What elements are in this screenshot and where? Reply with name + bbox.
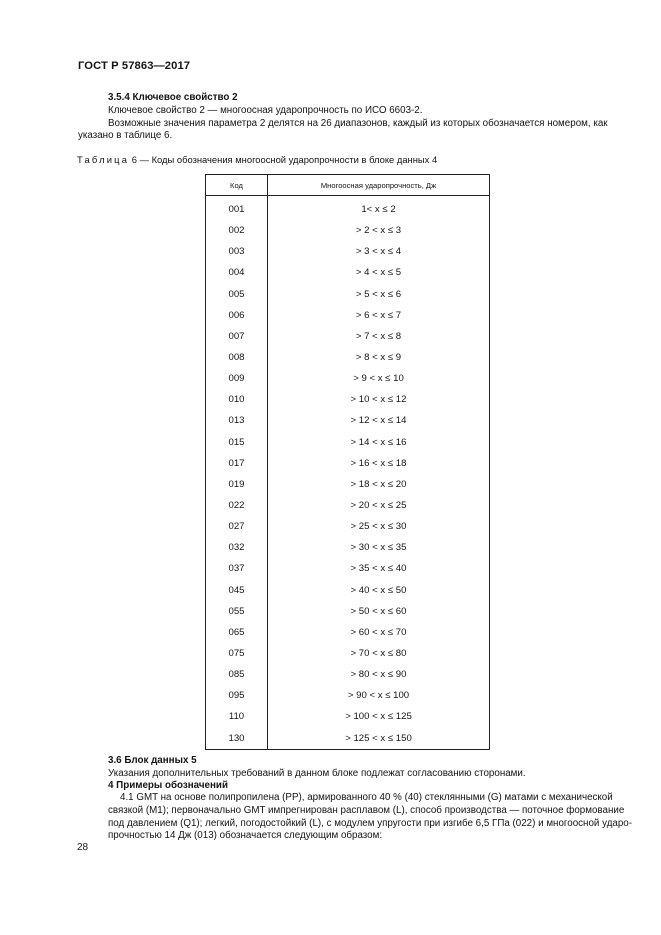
code-cell: 110 xyxy=(206,706,268,727)
table-caption-prefix: Таблица xyxy=(77,154,130,165)
table-row xyxy=(206,728,490,750)
code-cell: 009 xyxy=(206,368,268,389)
range-cell: > 4 < x ≤ 5 xyxy=(268,262,490,283)
table-row xyxy=(206,601,490,622)
range-cell: > 80 < x ≤ 90 xyxy=(268,664,490,685)
table-row xyxy=(206,664,490,685)
section-4-line3: под давлением (Q1); легкий, погодостойкий (L), с модулем упругости при изгибе 6,5 ГПа (022) и многоосной ударо- xyxy=(108,818,633,829)
range-cell: > 3 < x ≤ 4 xyxy=(268,241,490,262)
range-cell: > 125 < x ≤ 150 xyxy=(268,728,490,750)
column-header-range: Многоосная ударопрочность, Дж xyxy=(268,175,490,196)
range-cell: > 5 < x ≤ 6 xyxy=(268,284,490,305)
table-row xyxy=(206,220,490,241)
range-cell: > 60 < x ≤ 70 xyxy=(268,622,490,643)
table-row xyxy=(206,432,490,453)
range-cell: > 2 < x ≤ 3 xyxy=(268,220,490,241)
code-cell: 055 xyxy=(206,601,268,622)
code-cell: 002 xyxy=(206,220,268,241)
table-row xyxy=(206,558,490,579)
table-row xyxy=(206,453,490,474)
code-cell: 130 xyxy=(206,728,268,750)
impact-codes-table xyxy=(205,174,490,750)
code-cell: 017 xyxy=(206,453,268,474)
code-cell: 085 xyxy=(206,664,268,685)
table-row xyxy=(206,706,490,727)
section-4-line4: прочностью 14 Дж (013) обозначается следующим образом: xyxy=(108,830,383,841)
range-cell: > 100 < x ≤ 125 xyxy=(268,706,490,727)
range-cell: > 10 < x ≤ 12 xyxy=(268,389,490,410)
table-row xyxy=(206,474,490,495)
range-cell: > 40 < x ≤ 50 xyxy=(268,580,490,601)
table-row xyxy=(206,196,490,221)
section-4-line1: 4.1 GMT на основе полипропилена (PP), армированного 40 % (40) стеклянными (G) матами с механической xyxy=(120,792,613,803)
table-row xyxy=(206,580,490,601)
range-cell: > 7 < x ≤ 8 xyxy=(268,326,490,347)
document-header: ГОСТ Р 57863—2017 xyxy=(78,60,191,72)
table-row xyxy=(206,516,490,537)
section-36-title: 3.6 Блок данных 5 xyxy=(108,755,197,766)
table-row xyxy=(206,643,490,664)
range-cell: > 16 < x ≤ 18 xyxy=(268,453,490,474)
code-cell: 065 xyxy=(206,622,268,643)
table-row xyxy=(206,410,490,431)
code-cell: 007 xyxy=(206,326,268,347)
table-body xyxy=(206,196,490,750)
code-cell: 006 xyxy=(206,305,268,326)
code-cell: 045 xyxy=(206,580,268,601)
table-row xyxy=(206,389,490,410)
page-number: 28 xyxy=(77,842,89,853)
range-cell: > 90 < x ≤ 100 xyxy=(268,685,490,706)
range-cell: > 70 < x ≤ 80 xyxy=(268,643,490,664)
table-row xyxy=(206,241,490,262)
section-4-title: 4 Примеры обозначений xyxy=(108,780,228,791)
code-cell: 004 xyxy=(206,262,268,283)
range-cell: 1< x ≤ 2 xyxy=(268,196,490,221)
section-36-text: Указания дополнительных требований в данном блоке подлежат согласованию сторонами. xyxy=(108,768,526,779)
table-caption xyxy=(77,154,437,165)
code-cell: 008 xyxy=(206,347,268,368)
code-cell: 095 xyxy=(206,685,268,706)
range-cell: > 25 < x ≤ 30 xyxy=(268,516,490,537)
section-354-line1: Ключевое свойство 2 — многоосная ударопрочность по ИСО 6603-2. xyxy=(108,105,423,116)
section-4-line2: связкой (M1); первоначально GMT импрегнирован расплавом (L), способ производства — поточное формование xyxy=(108,805,625,816)
table-caption-number: 6 xyxy=(131,154,137,165)
range-cell: > 18 < x ≤ 20 xyxy=(268,474,490,495)
code-cell: 005 xyxy=(206,284,268,305)
table-caption-text: — Коды обозначения многоосной ударопрочности в блоке данных 4 xyxy=(139,154,438,165)
table-row xyxy=(206,622,490,643)
range-cell: > 20 < x ≤ 25 xyxy=(268,495,490,516)
table-row xyxy=(206,347,490,368)
section-354-title: 3.5.4 Ключевое свойство 2 xyxy=(108,92,238,103)
code-cell: 013 xyxy=(206,410,268,431)
code-cell: 003 xyxy=(206,241,268,262)
code-cell: 032 xyxy=(206,537,268,558)
table-row xyxy=(206,495,490,516)
table-row xyxy=(206,326,490,347)
code-cell: 027 xyxy=(206,516,268,537)
range-cell: > 35 < x ≤ 40 xyxy=(268,558,490,579)
code-cell: 010 xyxy=(206,389,268,410)
range-cell: > 12 < x ≤ 14 xyxy=(268,410,490,431)
table-row xyxy=(206,284,490,305)
code-cell: 015 xyxy=(206,432,268,453)
range-cell: > 50 < x ≤ 60 xyxy=(268,601,490,622)
code-cell: 001 xyxy=(206,196,268,221)
table-header-row xyxy=(206,175,490,196)
section-354-line2: Возможные значения параметра 2 делятся на 26 диапазонов, каждый из которых обозначается номером, как xyxy=(108,118,608,129)
range-cell: > 14 < x ≤ 16 xyxy=(268,432,490,453)
code-cell: 037 xyxy=(206,558,268,579)
column-header-code: Код xyxy=(206,175,268,196)
range-cell: > 30 < x ≤ 35 xyxy=(268,537,490,558)
range-cell: > 9 < x ≤ 10 xyxy=(268,368,490,389)
section-354-line3: указано в таблице 6. xyxy=(78,130,173,141)
table-row xyxy=(206,685,490,706)
table-row xyxy=(206,305,490,326)
code-cell: 022 xyxy=(206,495,268,516)
table-row xyxy=(206,262,490,283)
code-cell: 019 xyxy=(206,474,268,495)
range-cell: > 6 < x ≤ 7 xyxy=(268,305,490,326)
table-row xyxy=(206,368,490,389)
range-cell: > 8 < x ≤ 9 xyxy=(268,347,490,368)
code-cell: 075 xyxy=(206,643,268,664)
table-row xyxy=(206,537,490,558)
